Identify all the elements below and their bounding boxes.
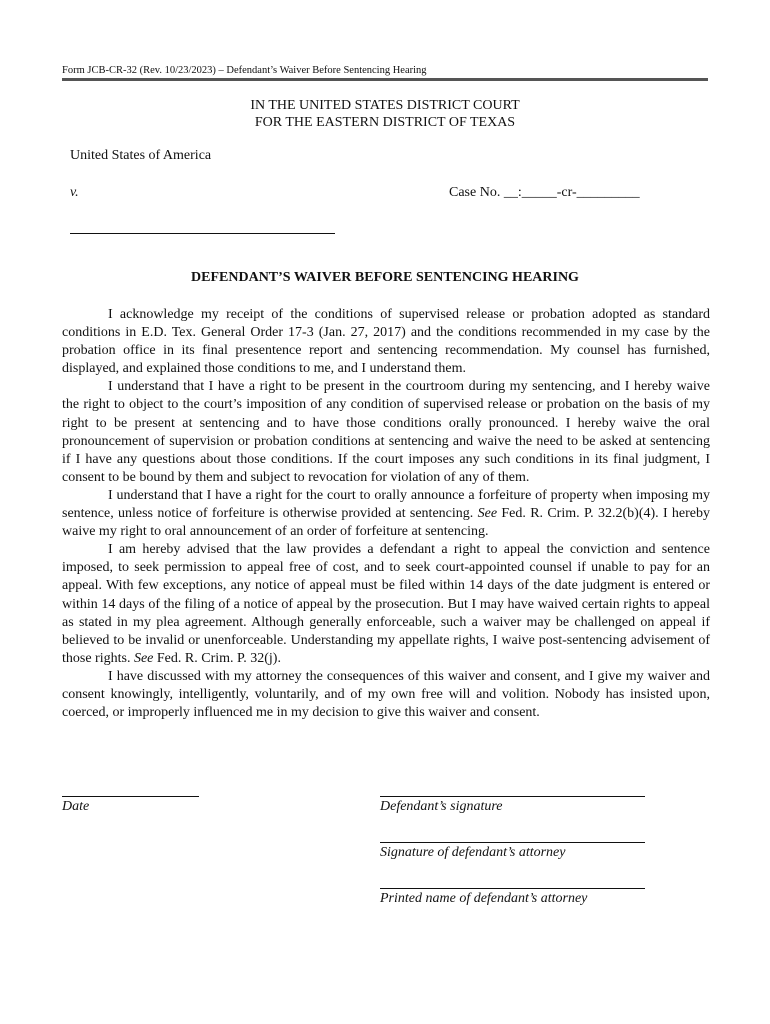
defendant-signature-label: Defendant’s signature bbox=[380, 799, 503, 814]
attorney-name-block bbox=[380, 888, 645, 907]
attorney-signature-block bbox=[380, 842, 645, 861]
paragraph-consent: I have discussed with my attorney the consequences of this waiver and consent, and I give my waiver and consent knowingly, intelligently, voluntarily, and of my own free will and volition. Nobody has insisted upon, coerced, or improperly influenced me in my decision to give this waiver and consent. bbox=[62, 668, 710, 721]
attorney-name-line bbox=[380, 888, 645, 889]
court-heading bbox=[0, 97, 770, 131]
attorney-signature-line bbox=[380, 842, 645, 843]
defendant-signature-line bbox=[380, 796, 645, 797]
versus-label: v. bbox=[70, 185, 79, 200]
court-line-1: IN THE UNITED STATES DISTRICT COURT bbox=[250, 98, 520, 113]
case-number: Case No. __:_____-cr-_________ bbox=[449, 185, 640, 200]
plaintiff-name: United States of America bbox=[70, 148, 212, 163]
waiver-body bbox=[62, 306, 710, 722]
defendant-signature-block bbox=[380, 796, 645, 815]
attorney-name-label: Printed name of defendant’s attorney bbox=[380, 891, 588, 906]
form-id-line: Form JCB-CR-32 (Rev. 10/23/2023) – Defendant’s Waiver Before Sentencing Hearing bbox=[62, 65, 427, 76]
paragraph-forfeiture: I understand that I have a right for the court to orally announce a forfeiture of property when imposing my sentence, unless notice of forfeiture is otherwise provided at sentencing. See Fed. R. Crim. P. 32.2(b)(4). I hereby waive my right to oral announcement of an order of forfeiture at sentencing. bbox=[62, 487, 711, 540]
paragraph-presence: I understand that I have a right to be present in the courtroom during my sentencing, and I hereby waive the right to object to the court’s imposition of any condition of supervised release or probation on the basis of my right to be present at sentencing and to have those conditions orally pronounced. I hereby waive the oral pronouncement of supervision or probation conditions at sentencing and waive the need to be asked at sentencing if I have any questions about those conditions. If the court imposes any such conditions in its final judgment, I consent to be bound by them and subject to revocation for violation of any of them. bbox=[62, 379, 710, 485]
attorney-signature-label: Signature of defendant’s attorney bbox=[380, 845, 566, 860]
paragraph-appeal: I am hereby advised that the law provides a defendant a right to appeal the conviction and sentence imposed, to seek permission to appeal free of cost, and to seek court-appointed counsel if unable to pay for an appeal. With few exceptions, any notice of appeal must be filed within 14 days of the date judgment is entered or within 14 days of the filing of a notice of appeal by the prosecution. But I may have waived certain rights to appeal as stated in my plea agreement. Although generally enforceable, such a waiver may be challenged on appeal if believed to be invalid or unenforceable. Understanding my appellate rights, I waive post-sentencing advisement of those rights. See Fed. R. Crim. P. 32(j). bbox=[62, 542, 710, 666]
defendant-name-line bbox=[70, 233, 335, 234]
form-header bbox=[62, 65, 708, 81]
date-line bbox=[62, 796, 199, 797]
document-title: DEFENDANT’S WAIVER BEFORE SENTENCING HEARING bbox=[191, 270, 579, 285]
court-line-2: FOR THE EASTERN DISTRICT OF TEXAS bbox=[254, 115, 516, 130]
date-label: Date bbox=[62, 799, 90, 814]
date-signature-block bbox=[62, 796, 199, 815]
paragraph-receipt: I acknowledge my receipt of the conditions of supervised release or probation adopted as standard conditions in E.D. Tex. General Order 17-3 (Jan. 27, 2017) and the conditions recommended in my case by the probation office in its final presentence report and sentencing recommendation. My counsel has furnished, displayed, and explained those conditions to me, and I understand them. bbox=[62, 307, 710, 377]
